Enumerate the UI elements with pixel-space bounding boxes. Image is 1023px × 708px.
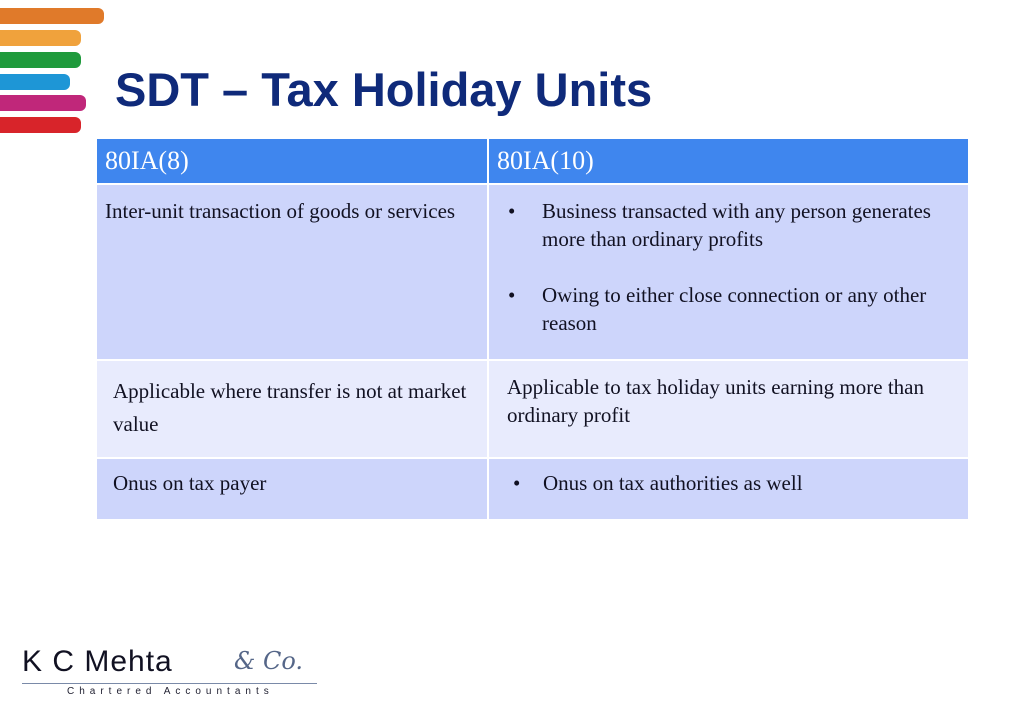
- bullet-list: [497, 197, 960, 337]
- green-stripe: [0, 52, 81, 68]
- table-cell: [488, 184, 969, 360]
- table-row: [96, 458, 969, 520]
- orange-stripe: [0, 8, 104, 24]
- bullet-text: Business transacted with any person generates more than ordinary profits: [542, 199, 931, 251]
- table-cell: Applicable to tax holiday units earning more than ordinary profit: [488, 360, 969, 458]
- bullet-icon: •: [508, 283, 516, 307]
- red-stripe: [0, 117, 81, 133]
- column-header-80ia8: 80IA(8): [96, 138, 488, 184]
- column-header-80ia10: 80IA(10): [488, 138, 969, 184]
- logo-suffix: & Co.: [234, 647, 304, 675]
- bullet-icon: •: [508, 199, 516, 223]
- table-cell: Inter-unit transaction of goods or services: [96, 184, 488, 360]
- table-row: [96, 184, 969, 360]
- logo-tagline: Chartered Accountants: [67, 686, 274, 697]
- decorative-color-stripes: [0, 0, 110, 140]
- logo-underline: [22, 683, 317, 684]
- magenta-stripe: [0, 95, 86, 111]
- bullet-icon: •: [513, 471, 521, 495]
- table-row: [96, 360, 969, 458]
- bullet-item: [505, 469, 956, 497]
- blue-stripe: [0, 74, 70, 90]
- table-cell: Applicable where transfer is not at market value: [96, 360, 488, 458]
- table-header-row: [96, 138, 969, 184]
- bullet-text: Onus on tax authorities as well: [543, 471, 803, 495]
- bullet-text: Owing to either close connection or any other reason: [542, 283, 927, 335]
- light-orange-stripe: [0, 30, 81, 46]
- bullet-item: [497, 281, 960, 337]
- table-cell: Onus on tax payer: [96, 458, 488, 520]
- comparison-table: [95, 137, 970, 521]
- logo-firm-name: K C Mehta: [22, 645, 173, 678]
- slide-title: SDT – Tax Holiday Units: [115, 63, 653, 116]
- bullet-list: [505, 469, 956, 497]
- firm-logo: [22, 645, 322, 700]
- table-cell: [488, 458, 969, 520]
- bullet-item: [497, 197, 960, 253]
